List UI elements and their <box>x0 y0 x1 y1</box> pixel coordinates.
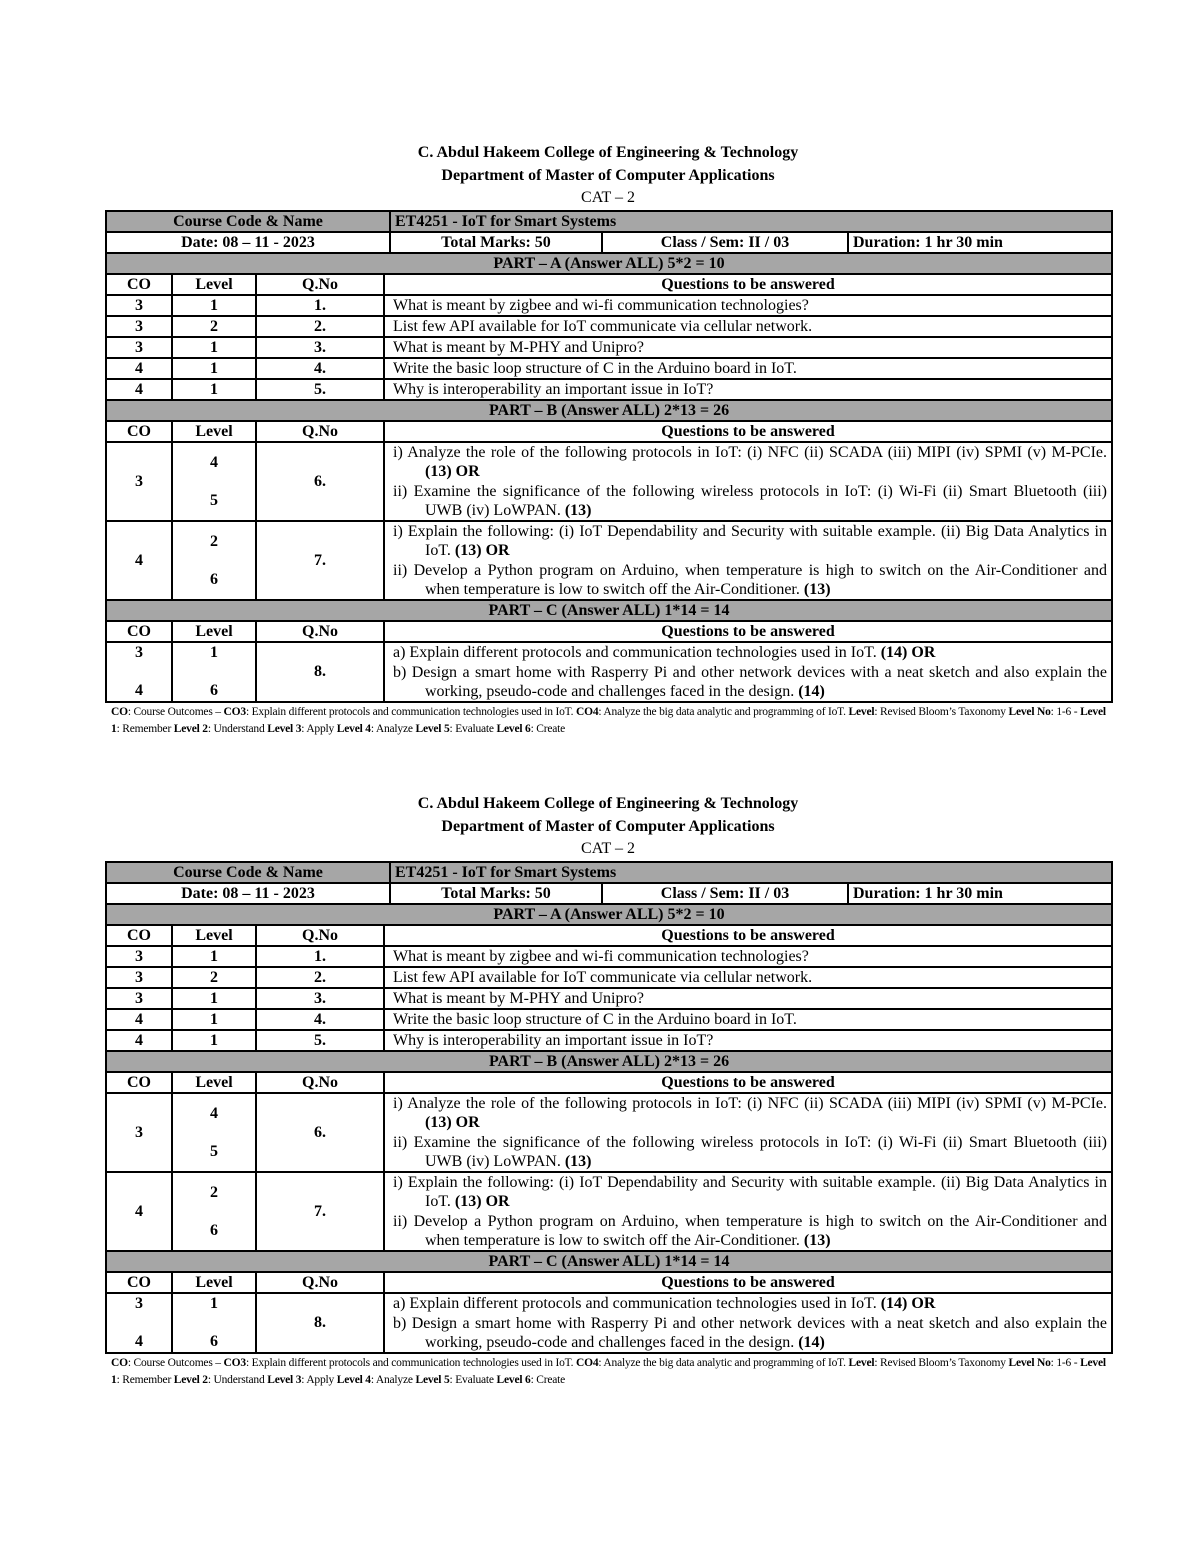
part-a-title: PART – A (Answer ALL) 5*2 = 10 <box>106 253 1112 274</box>
qno-cell: 2. <box>256 967 384 988</box>
duration: Duration: 1 hr 30 min <box>848 232 1112 253</box>
level-cell: 2 <box>172 316 256 337</box>
level-b: 6 <box>210 1333 218 1350</box>
qno-cell: 1. <box>256 946 384 967</box>
qno-cell: 1. <box>256 295 384 316</box>
question-cell: What is meant by zigbee and wi-fi communication technologies? <box>384 946 1112 967</box>
co-cell: 4 <box>106 1030 172 1051</box>
course-label: Course Code & Name <box>106 211 390 232</box>
table-row <box>106 521 1112 600</box>
qno-cell: 8. <box>256 642 384 702</box>
part-b-title-row <box>106 1051 1112 1072</box>
question-option-b: b) Design a smart home with Rasperry Pi and other network devices with a neat sketch and also explain the working, pseudo-code and challenges faced in the design. (14) <box>393 663 1107 700</box>
level-cell <box>172 642 256 702</box>
col-questions: Questions to be answered <box>384 621 1112 642</box>
table-row <box>106 316 1112 337</box>
qno-cell: 2. <box>256 316 384 337</box>
table-row <box>106 988 1112 1009</box>
level-cell <box>172 1093 256 1172</box>
table-row <box>106 1009 1112 1030</box>
co-b: 4 <box>135 682 143 699</box>
question-option-a: a) Explain different protocols and communication technologies used in IoT. (14) OR <box>393 643 936 661</box>
col-co: CO <box>106 621 172 642</box>
info-row <box>106 232 1112 253</box>
question-option-a: i) Explain the following: (i) IoT Dependability and Security with suitable example. (ii) Big Data Analytics in IoT. (13) OR <box>393 522 1107 559</box>
col-co: CO <box>106 274 172 295</box>
col-qno: Q.No <box>256 621 384 642</box>
level-b: 6 <box>210 1221 218 1239</box>
college-name: C. Abdul Hakeem College of Engineering & Technology <box>417 144 799 161</box>
col-questions: Questions to be answered <box>384 1272 1112 1293</box>
part-b-title-row <box>106 400 1112 421</box>
col-questions: Questions to be answered <box>384 1072 1112 1093</box>
exam-date: Date: 08 – 11 - 2023 <box>106 883 390 904</box>
col-co: CO <box>106 925 172 946</box>
col-level: Level <box>172 1072 256 1093</box>
level-cell <box>172 521 256 600</box>
question-option-b: ii) Develop a Python program on Arduino, when temperature is high to switch on the Air-Conditioner and when temperature is low to switch off the Air-Conditioner. (13) <box>393 1212 1107 1249</box>
question-cell: Why is interoperability an important issue in IoT? <box>384 1030 1112 1051</box>
co-cell: 3 <box>106 1093 172 1172</box>
question-option-b: ii) Examine the significance of the following wireless protocols in IoT: (i) Wi-Fi (ii) Smart Bluetooth (iii) UWB (iv) LoWPAN. (13) <box>393 482 1107 519</box>
qno-cell: 4. <box>256 1009 384 1030</box>
question-paper-copy-1 <box>105 142 1111 739</box>
col-qno: Q.No <box>256 1272 384 1293</box>
co-cell: 4 <box>106 521 172 600</box>
exam-title: CAT – 2 <box>581 189 635 206</box>
info-row <box>106 883 1112 904</box>
col-qno: Q.No <box>256 925 384 946</box>
part-c-title: PART – C (Answer ALL) 1*14 = 14 <box>106 600 1112 621</box>
col-level: Level <box>172 1272 256 1293</box>
level-cell: 1 <box>172 946 256 967</box>
question-cell <box>384 521 1112 600</box>
footer-legend: CO: Course Outcomes – CO3: Explain different protocols and communication technologies used in IoT. CO4: Analyze the big data analytic and programming of IoT. Level: Revised Bloom’s Taxonomy Level No: 1-6 - Level 1: Remember Level 2: Understand Level 3: Apply Level 4: Analyze Level 5: Evaluate Level 6: Create <box>111 705 1106 735</box>
co-cell: 3 <box>106 988 172 1009</box>
course-value: ET4251 - IoT for Smart Systems <box>390 211 1112 232</box>
co-cell: 4 <box>106 379 172 400</box>
qno-cell: 3. <box>256 337 384 358</box>
question-cell: What is meant by M-PHY and Unipro? <box>384 337 1112 358</box>
exam-header <box>105 793 1111 861</box>
col-questions: Questions to be answered <box>384 925 1112 946</box>
part-b-title: PART – B (Answer ALL) 2*13 = 26 <box>106 1051 1112 1072</box>
co-a: 3 <box>135 1295 143 1312</box>
co-cell: 4 <box>106 1172 172 1251</box>
co-cell: 4 <box>106 358 172 379</box>
level-b: 6 <box>210 570 218 588</box>
level-cell: 1 <box>172 379 256 400</box>
co-cell <box>106 1293 172 1353</box>
qno-cell: 4. <box>256 358 384 379</box>
exam-header <box>105 142 1111 210</box>
question-cell <box>384 642 1112 702</box>
table-row <box>106 358 1112 379</box>
question-cell: Write the basic loop structure of C in the Arduino board in IoT. <box>384 358 1112 379</box>
level-a: 2 <box>210 532 218 550</box>
exam-date: Date: 08 – 11 - 2023 <box>106 232 390 253</box>
part-b-title: PART – B (Answer ALL) 2*13 = 26 <box>106 400 1112 421</box>
level-a: 1 <box>210 1295 218 1312</box>
exam-title: CAT – 2 <box>581 840 635 857</box>
qno-cell: 7. <box>256 521 384 600</box>
table-row <box>106 967 1112 988</box>
col-qno: Q.No <box>256 274 384 295</box>
level-a: 4 <box>210 1104 218 1122</box>
part-a-title-row <box>106 253 1112 274</box>
col-co: CO <box>106 421 172 442</box>
question-cell: What is meant by M-PHY and Unipro? <box>384 988 1112 1009</box>
question-option-b: ii) Develop a Python program on Arduino, when temperature is high to switch on the Air-Conditioner and when temperature is low to switch off the Air-Conditioner. (13) <box>393 561 1107 598</box>
level-a: 2 <box>210 1183 218 1201</box>
question-cell: What is meant by zigbee and wi-fi communication technologies? <box>384 295 1112 316</box>
question-table <box>105 861 1113 1354</box>
level-cell: 1 <box>172 1030 256 1051</box>
col-questions: Questions to be answered <box>384 274 1112 295</box>
co-b: 4 <box>135 1333 143 1350</box>
column-header-row <box>106 621 1112 642</box>
department-name: Department of Master of Computer Applications <box>441 166 775 184</box>
co-cell: 3 <box>106 442 172 521</box>
question-option-a: a) Explain different protocols and communication technologies used in IoT. (14) OR <box>393 1294 936 1312</box>
co-cell: 3 <box>106 946 172 967</box>
footer-legend: CO: Course Outcomes – CO3: Explain different protocols and communication technologies used in IoT. CO4: Analyze the big data analytic and programming of IoT. Level: Revised Bloom’s Taxonomy Level No: 1-6 - Level 1: Remember Level 2: Understand Level 3: Apply Level 4: Analyze Level 5: Evaluate Level 6: Create <box>111 1356 1106 1386</box>
co-cell: 3 <box>106 967 172 988</box>
col-questions: Questions to be answered <box>384 421 1112 442</box>
co-cell: 3 <box>106 316 172 337</box>
question-option-a: i) Analyze the role of the following protocols in IoT: (i) NFC (ii) SCADA (iii) MIPI (iv) SPMI (v) M-PCIe. (13) OR <box>393 443 1107 480</box>
level-cell: 2 <box>172 967 256 988</box>
table-row <box>106 946 1112 967</box>
level-cell: 1 <box>172 295 256 316</box>
co-cell: 3 <box>106 337 172 358</box>
question-cell: Why is interoperability an important issue in IoT? <box>384 379 1112 400</box>
table-row <box>106 442 1112 521</box>
table-row <box>106 1030 1112 1051</box>
col-level: Level <box>172 421 256 442</box>
level-cell <box>172 1172 256 1251</box>
course-row <box>106 211 1112 232</box>
table-row <box>106 379 1112 400</box>
qno-cell: 6. <box>256 1093 384 1172</box>
level-cell: 1 <box>172 1009 256 1030</box>
question-option-a: i) Analyze the role of the following protocols in IoT: (i) NFC (ii) SCADA (iii) MIPI (iv) SPMI (v) M-PCIe. (13) OR <box>393 1094 1107 1131</box>
column-header-row <box>106 925 1112 946</box>
class-sem: Class / Sem: II / 03 <box>602 232 848 253</box>
level-cell <box>172 442 256 521</box>
column-header-row <box>106 1072 1112 1093</box>
part-c-title-row <box>106 1251 1112 1272</box>
col-co: CO <box>106 1072 172 1093</box>
question-cell <box>384 1093 1112 1172</box>
total-marks: Total Marks: 50 <box>390 883 602 904</box>
co-cell: 3 <box>106 295 172 316</box>
course-label: Course Code & Name <box>106 862 390 883</box>
qno-cell: 5. <box>256 1030 384 1051</box>
table-row <box>106 1293 1112 1353</box>
table-row <box>106 1172 1112 1251</box>
col-level: Level <box>172 274 256 295</box>
level-cell: 1 <box>172 358 256 379</box>
column-header-row <box>106 1272 1112 1293</box>
department-name: Department of Master of Computer Applications <box>441 817 775 835</box>
col-level: Level <box>172 621 256 642</box>
question-table <box>105 210 1113 703</box>
qno-cell: 6. <box>256 442 384 521</box>
part-a-title-row <box>106 904 1112 925</box>
question-cell <box>384 1172 1112 1251</box>
course-value: ET4251 - IoT for Smart Systems <box>390 862 1112 883</box>
question-paper-copy-2 <box>105 793 1111 1390</box>
level-a: 4 <box>210 453 218 471</box>
table-row <box>106 1093 1112 1172</box>
question-cell: List few API available for IoT communicate via cellular network. <box>384 967 1112 988</box>
col-qno: Q.No <box>256 1072 384 1093</box>
level-a: 1 <box>210 644 218 661</box>
course-row <box>106 862 1112 883</box>
question-option-b: ii) Examine the significance of the following wireless protocols in IoT: (i) Wi-Fi (ii) Smart Bluetooth (iii) UWB (iv) LoWPAN. (13) <box>393 1133 1107 1170</box>
col-level: Level <box>172 925 256 946</box>
question-cell: List few API available for IoT communicate via cellular network. <box>384 316 1112 337</box>
co-cell: 4 <box>106 1009 172 1030</box>
part-c-title: PART – C (Answer ALL) 1*14 = 14 <box>106 1251 1112 1272</box>
table-row <box>106 337 1112 358</box>
duration: Duration: 1 hr 30 min <box>848 883 1112 904</box>
level-cell <box>172 1293 256 1353</box>
level-b: 5 <box>210 1142 218 1160</box>
part-a-title: PART – A (Answer ALL) 5*2 = 10 <box>106 904 1112 925</box>
level-cell: 1 <box>172 988 256 1009</box>
table-row <box>106 295 1112 316</box>
level-b: 6 <box>210 682 218 699</box>
question-cell <box>384 442 1112 521</box>
column-header-row <box>106 421 1112 442</box>
college-name: C. Abdul Hakeem College of Engineering & Technology <box>417 795 799 812</box>
qno-cell: 5. <box>256 379 384 400</box>
level-b: 5 <box>210 491 218 509</box>
qno-cell: 8. <box>256 1293 384 1353</box>
column-header-row <box>106 274 1112 295</box>
class-sem: Class / Sem: II / 03 <box>602 883 848 904</box>
question-cell <box>384 1293 1112 1353</box>
col-qno: Q.No <box>256 421 384 442</box>
qno-cell: 7. <box>256 1172 384 1251</box>
qno-cell: 3. <box>256 988 384 1009</box>
col-co: CO <box>106 1272 172 1293</box>
question-option-a: i) Explain the following: (i) IoT Dependability and Security with suitable example. (ii) Big Data Analytics in IoT. (13) OR <box>393 1173 1107 1210</box>
question-cell: Write the basic loop structure of C in the Arduino board in IoT. <box>384 1009 1112 1030</box>
total-marks: Total Marks: 50 <box>390 232 602 253</box>
question-option-b: b) Design a smart home with Rasperry Pi and other network devices with a neat sketch and also explain the working, pseudo-code and challenges faced in the design. (14) <box>393 1314 1107 1351</box>
co-a: 3 <box>135 644 143 661</box>
co-cell <box>106 642 172 702</box>
table-row <box>106 642 1112 702</box>
level-cell: 1 <box>172 337 256 358</box>
part-c-title-row <box>106 600 1112 621</box>
